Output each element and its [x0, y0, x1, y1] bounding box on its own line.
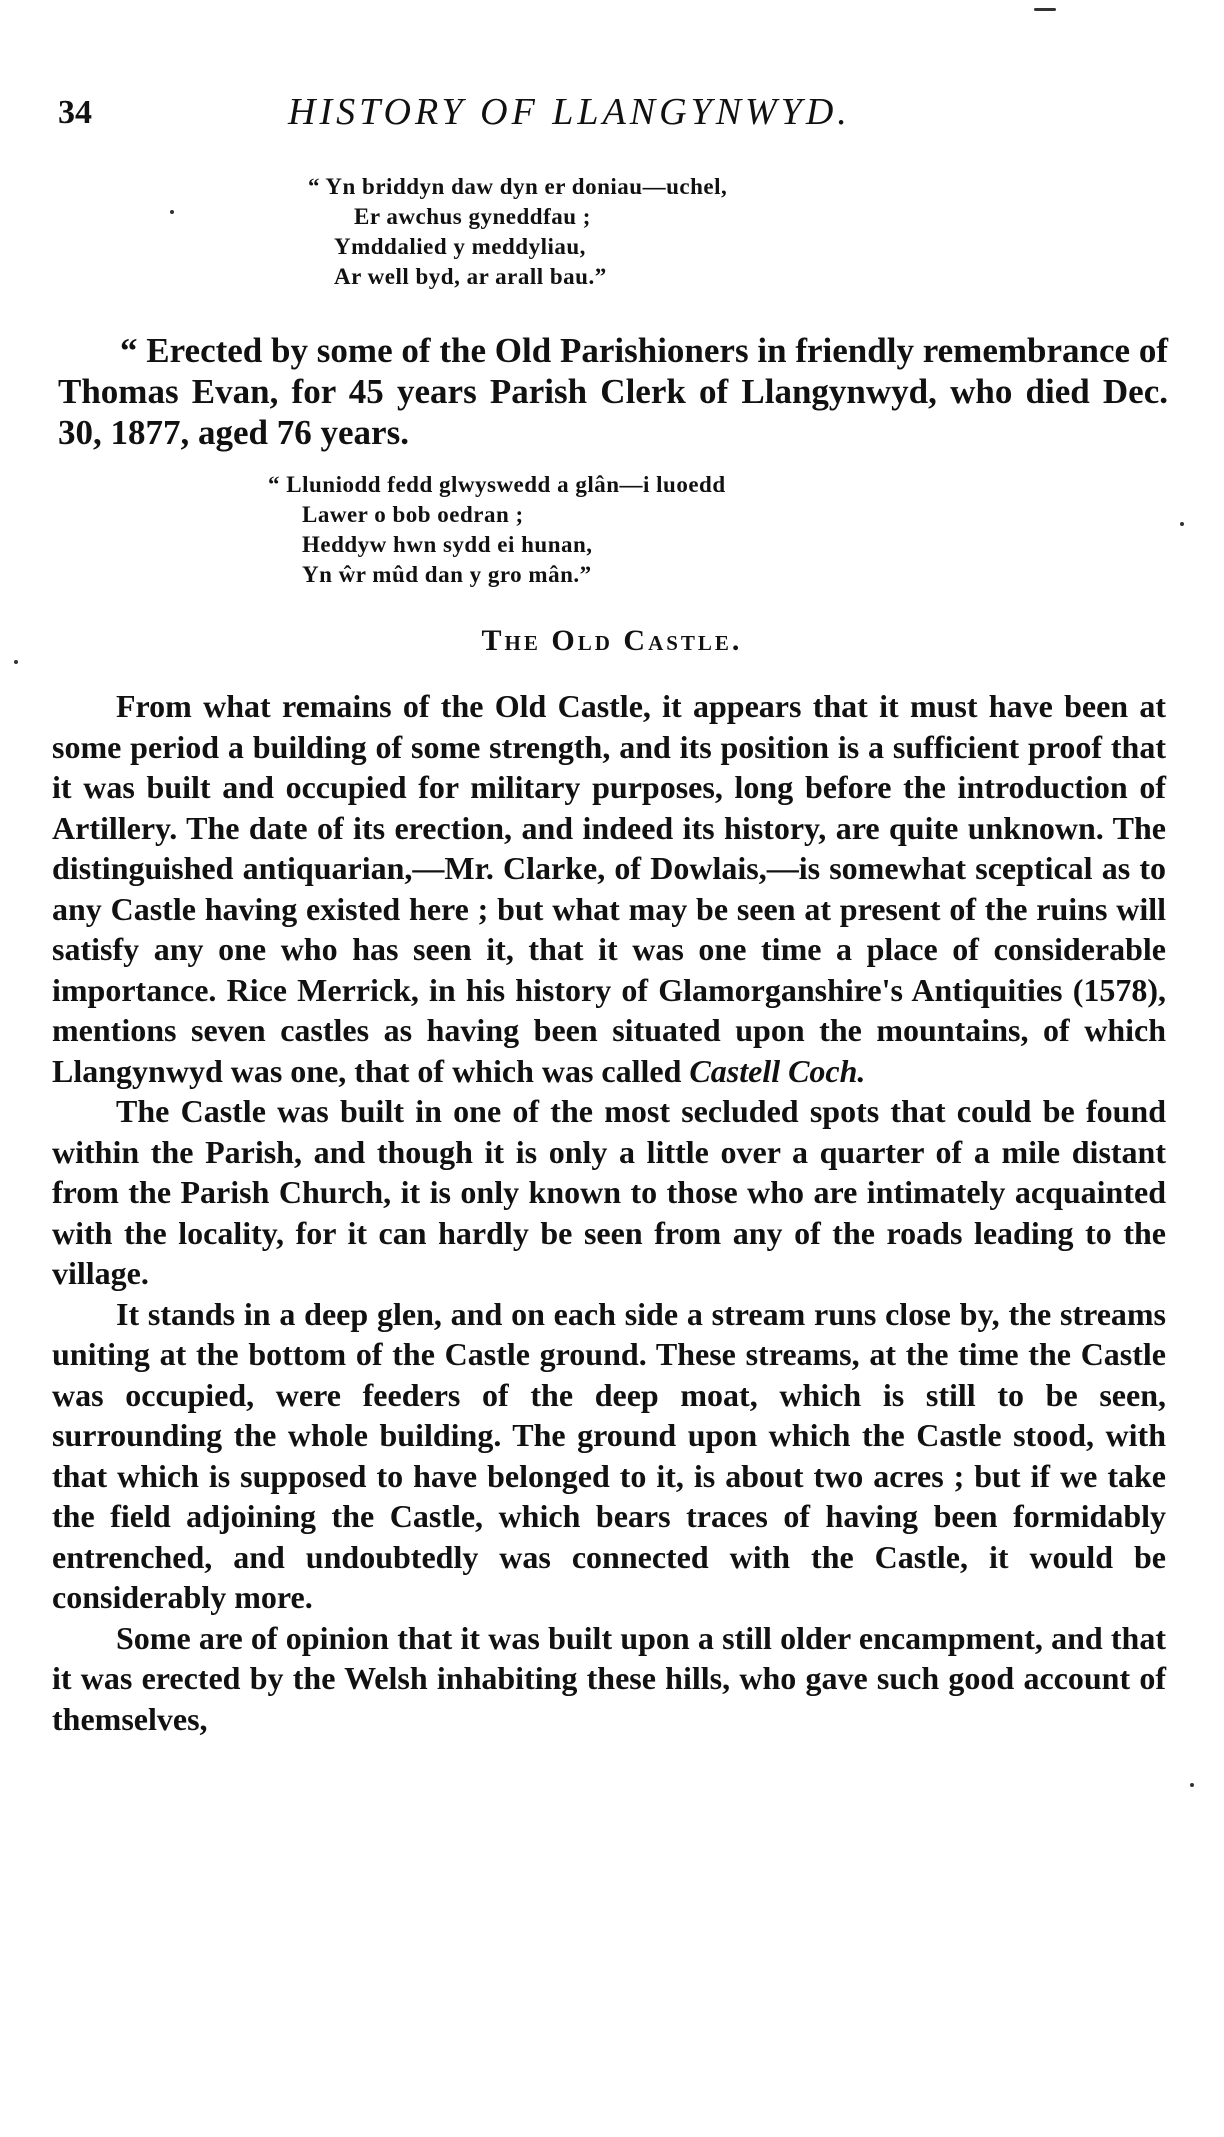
welsh-verse-epitaph-one — [308, 172, 727, 292]
paragraph: Some are of opinion that it was built upon a still older encampment, and that it was erected by the Welsh inhabiting these hills, who gave such good account of themselves, — [52, 1619, 1166, 1737]
page-number: 34 — [58, 94, 92, 131]
section-heading: The Old Castle. — [481, 624, 743, 657]
italic-castle-name: Castell Coch. — [689, 1052, 866, 1089]
paragraph: It stands in a deep glen, and on each side a stream runs close by, the streams uniting at the bottom of the Castle ground. These streams, at the time the Castle was occupied, were feeders of the deep moat, which is still to be seen, surrounding the whole building. The ground upon which the Castle stood, with that which is supposed to have belonged to it, is about two acres ; but if we take the field adjoining the Castle, which bears traces of having been formidably entrenched, and undoubtedly was connected with the Castle, it would be considerably more. — [52, 1295, 1166, 1615]
verse-line: “ Lluniodd fedd glwyswedd a glân—i luoedd — [268, 472, 726, 497]
body-text — [52, 686, 1166, 1739]
page-header — [58, 90, 1168, 140]
paragraph — [52, 686, 1166, 1091]
verse-line: “ Yn briddyn daw dyn er doniau—uchel, — [308, 174, 728, 199]
verse-line: Lawer o bob oedran ; — [302, 502, 524, 527]
running-title: HISTORY OF LLANGYNWYD. — [288, 91, 851, 133]
verse-line: Ar well byd, ar arall bau.” — [334, 264, 607, 289]
verse-line: Heddyw hwn sydd ei hunan, — [302, 532, 593, 557]
scan-speck — [170, 210, 174, 214]
verse-line: Yn ŵr mûd dan y gro mân.” — [302, 562, 592, 587]
scan-speck — [1180, 522, 1184, 526]
verse-line: Ymddalied y meddyliau, — [334, 234, 586, 259]
welsh-verse-epitaph-two — [268, 470, 726, 590]
scan-speck — [14, 660, 18, 664]
paragraph-text: From what remains of the Old Castle, it appears that it must have been at some period a building of some strength, and its position is a sufficient proof that it was built and occupied for military purposes, long before the introduction of Artillery. The date of its erection, and indeed its history, are quite unknown. The distinguished antiquarian,—Mr. Clarke, of Dowlais,—is somewhat sceptical as to any Castle having existed here ; but what may be seen at present of the ruins will satisfy any one who has seen it, that it was one time a place of considerable importance. Rice Merrick, in his history of Glamorganshire's Antiquities (1578), mentions seven castles as having been situated upon the mountains, of which Llangynwyd was one, that of which was called — [52, 688, 1166, 1089]
verse-line: Er awchus gyneddfau ; — [354, 204, 591, 229]
paragraph: The Castle was built in one of the most secluded spots that could be found within the Parish, and though it is only a little over a quarter of a mile distant from the Parish Church, it is only known to those who are intimately acquainted with the locality, for it can hardly be seen from any of the roads leading to the village. — [52, 1093, 1166, 1291]
scan-speck — [1034, 8, 1056, 11]
scan-speck — [1190, 1783, 1194, 1787]
memorial-inscription: “ Erected by some of the Old Parishioners in friendly remembrance of Thomas Evan, for 45 years Parish Clerk of Llangynwyd, who died Dec. 30, 1877, aged 76 years. — [58, 331, 1168, 452]
